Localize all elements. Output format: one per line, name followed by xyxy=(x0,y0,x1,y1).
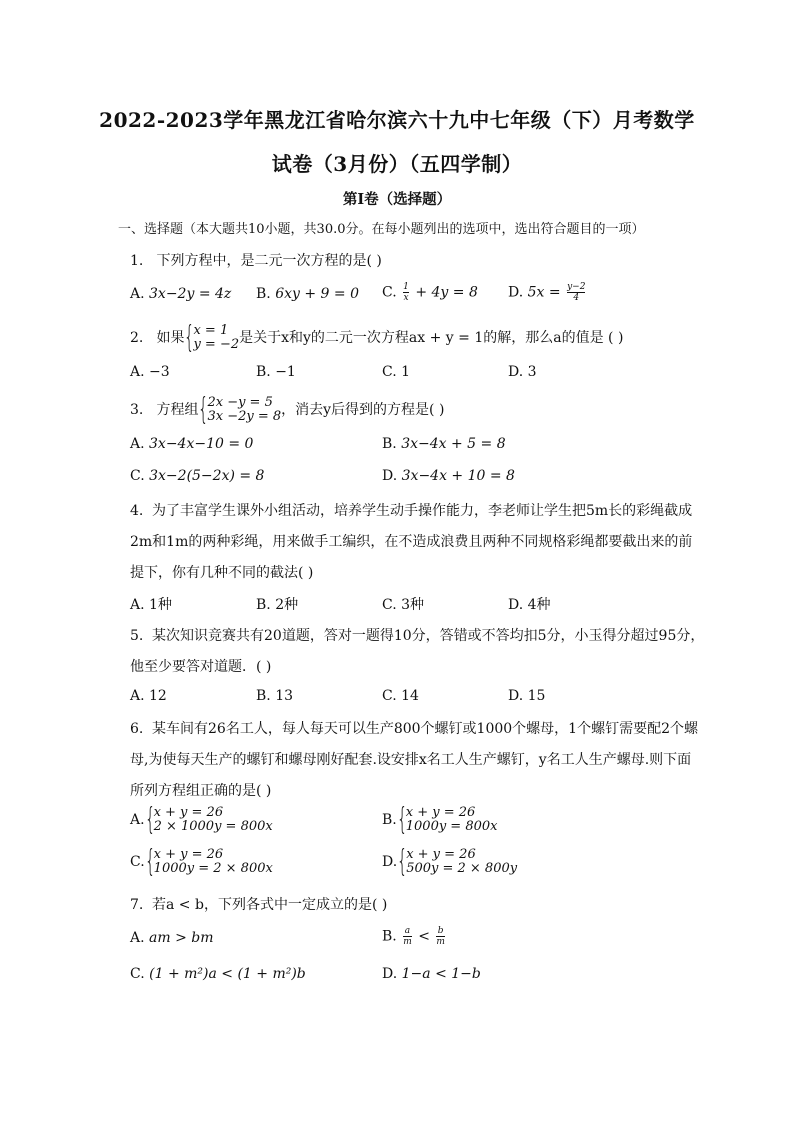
q5-option-a[interactable]: A. 12 xyxy=(130,688,167,704)
equation-system: { 2x −y = 5 3x −2y = 8 xyxy=(198,392,282,427)
q3-option-d[interactable]: D. 3x−4x + 10 = 8 xyxy=(382,468,515,484)
q7-option-a[interactable]: A. am > bm xyxy=(130,930,214,946)
question-3: 3. 方程组 { 2x −y = 5 3x −2y = 8 ，消去y后得到的方程是( ) xyxy=(130,392,445,427)
q1-option-a[interactable]: A. 3x−2y = 4z xyxy=(130,286,232,302)
question-4-line3: 提下，你有几种不同的截法( ) xyxy=(130,565,314,581)
question-6: 6. 某车间有26名工人，每人每天可以生产800个螺钉或1000个螺母，1个螺钉需要配2个螺 xyxy=(130,721,698,737)
question-2: 2. 如果 { x = 1 y = −2 是关于x和y的二元一次方程ax + y = 1的解，那么a的值是 ( ) xyxy=(130,320,624,355)
q2-option-b[interactable]: B. −1 xyxy=(256,364,296,380)
q4-option-c[interactable]: C. 3种 xyxy=(382,597,425,613)
q1-option-b[interactable]: B. 6xy + 9 = 0 xyxy=(256,286,359,302)
q7-option-c[interactable]: C. (1 + m²)a < (1 + m²)b xyxy=(130,966,306,982)
fraction: $\frac{y-2}{4}$ xyxy=(567,282,586,303)
fraction: $\frac{1}{x}$ xyxy=(403,282,409,303)
q3-option-a[interactable]: A. 3x−4x−10 = 0 xyxy=(130,436,254,452)
q6-option-b[interactable]: B. { x + y = 26 1000y = 800x xyxy=(382,802,498,837)
q5-option-c[interactable]: C. 14 xyxy=(382,688,419,704)
q2-option-a[interactable]: A. −3 xyxy=(130,364,170,380)
q6-option-a[interactable]: A. { x + y = 26 2 × 1000y = 800x xyxy=(130,802,273,837)
section-heading: 一、选择题（本大题共10小题，共30.0分。在每小题列出的选项中，选出符合题目的一项） xyxy=(118,222,645,237)
question-5-line2: 他至少要答对道题．( ) xyxy=(130,659,272,675)
q6-option-d[interactable]: D. { x + y = 26 500y = 2 × 800y xyxy=(382,844,518,879)
question-6-line3: 所列方程组正确的是( ) xyxy=(130,783,272,799)
question-1 xyxy=(130,250,382,270)
q2-option-c[interactable]: C. 1 xyxy=(382,364,411,380)
question-number: 1. xyxy=(130,253,144,269)
question-4-line2: 2m和1m的两种彩绳，用来做手工编织，在不造成浪费且两种不同规格彩绳都要截出来的前 xyxy=(130,534,693,550)
q3-option-c[interactable]: C. 3x−2(5−2x) = 8 xyxy=(130,468,265,484)
q2-option-d[interactable]: D. 3 xyxy=(508,364,537,380)
question-5: 5. 某次知识竞赛共有20道题，答对一题得10分，答错或不答均扣5分，小玉得分超过95分， xyxy=(130,628,705,644)
q4-option-a[interactable]: A. 1种 xyxy=(130,597,172,613)
q1-option-c[interactable]: C. $\frac{1}{x}$ + 4y = 8 xyxy=(382,282,478,303)
exam-title-line2: 试卷（3月份）（五四学制） xyxy=(271,152,523,176)
exam-title-line1: 2022-2023学年黑龙江省哈尔滨六十九中七年级（下）月考数学 xyxy=(99,108,695,132)
q4-option-d[interactable]: D. 4种 xyxy=(508,597,551,613)
question-7: 7. 若a < b，下列各式中一定成立的是( ) xyxy=(130,897,388,913)
q1-option-d[interactable]: D. 5x = $\frac{y-2}{4}$ xyxy=(508,282,586,303)
question-stem: 下列方程中，是二元一次方程的是( ) xyxy=(156,253,382,269)
q5-option-d[interactable]: D. 15 xyxy=(508,688,546,704)
q3-option-b[interactable]: B. 3x−4x + 5 = 8 xyxy=(382,436,506,452)
q7-option-b[interactable]: B. $\frac{a}{m}$ < $\frac{b}{m}$ xyxy=(382,926,445,947)
q7-option-d[interactable]: D. 1−a < 1−b xyxy=(382,966,481,982)
equation-system: { x = 1 y = −2 xyxy=(184,320,240,355)
q5-option-b[interactable]: B. 13 xyxy=(256,688,294,704)
part-heading: 第I卷（选择题） xyxy=(342,191,452,208)
q4-option-b[interactable]: B. 2种 xyxy=(256,597,299,613)
question-4: 4. 为了丰富学生课外小组活动，培养学生动手操作能力，李老师让学生把5m长的彩绳截成 xyxy=(130,503,693,519)
question-6-line2: 母,为使每天生产的螺钉和螺母刚好配套.设安排x名工人生产螺钉，y名工人生产螺母.则下面 xyxy=(130,752,692,768)
q6-option-c[interactable]: C. { x + y = 26 1000y = 2 × 800x xyxy=(130,844,273,879)
